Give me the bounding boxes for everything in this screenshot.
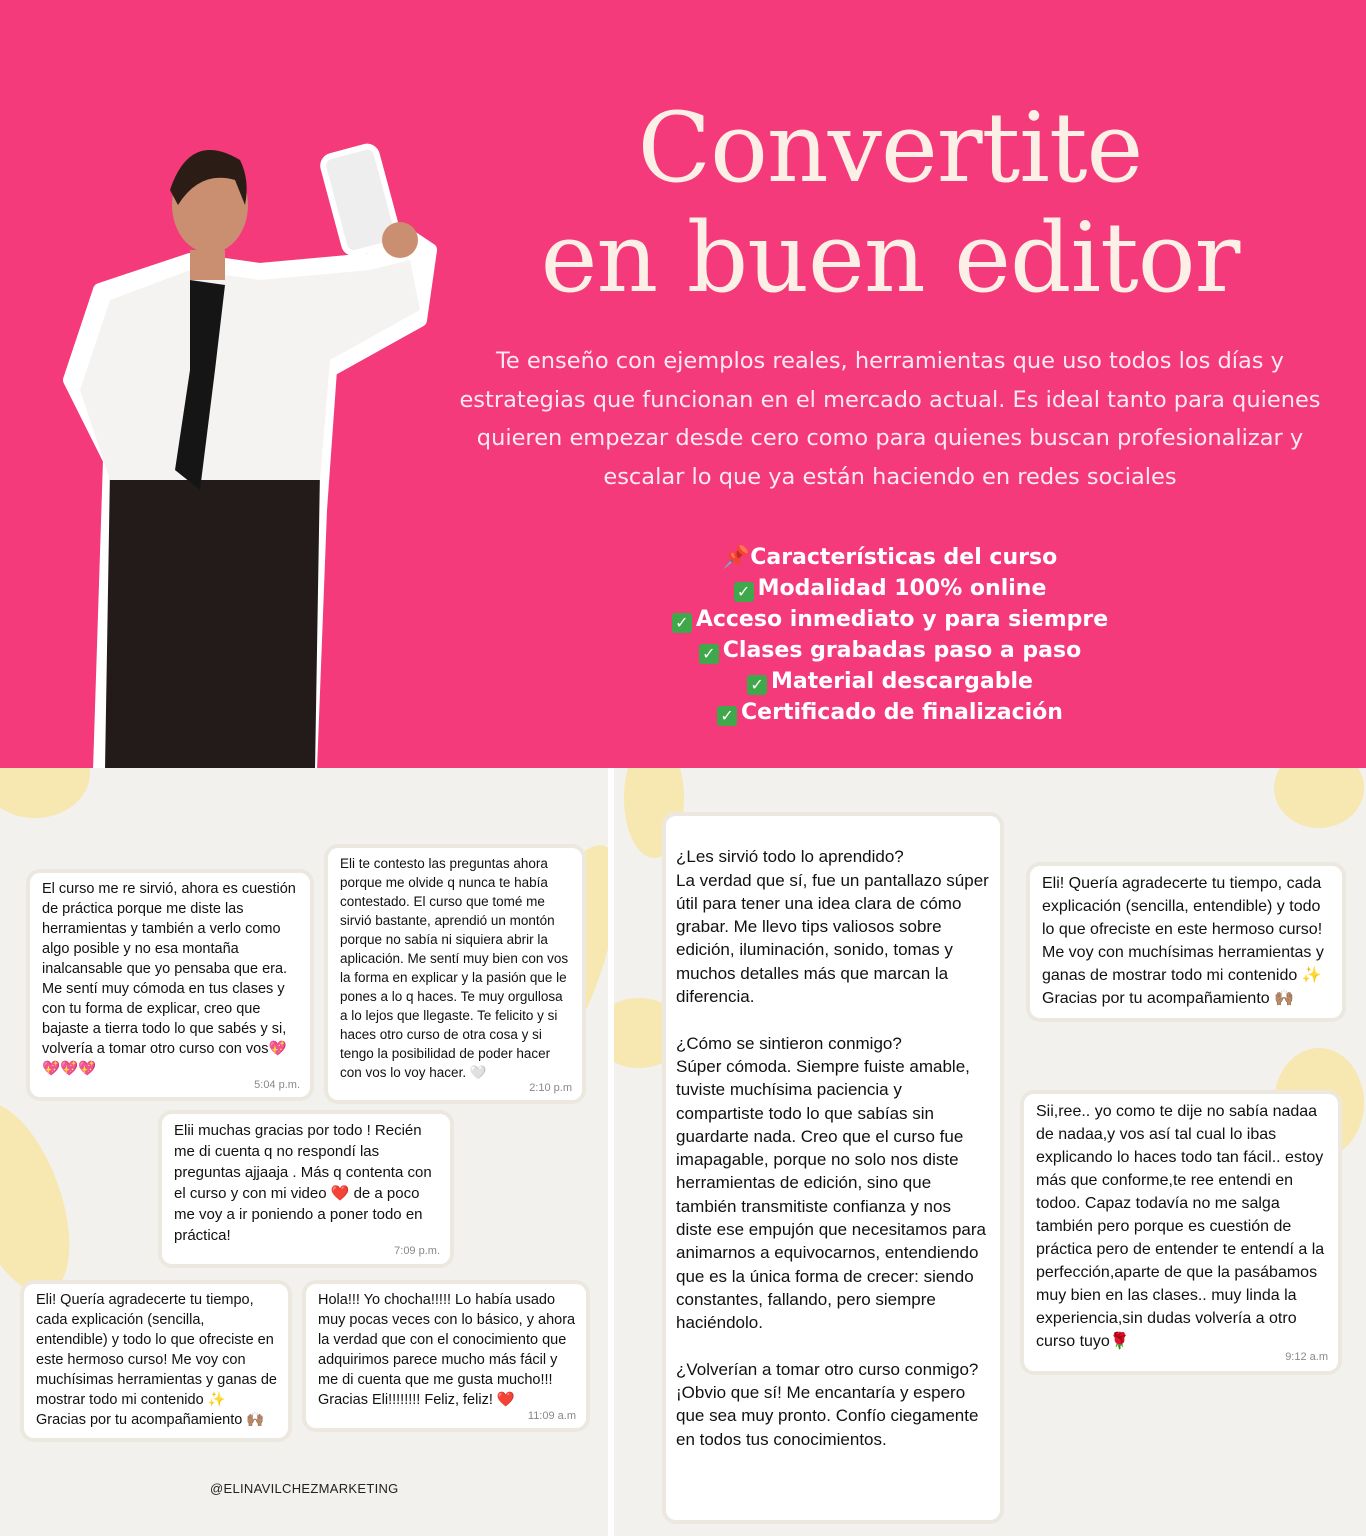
checkmark-icon: ✓: [747, 675, 767, 695]
message-text: Hola!!! Yo chocha!!!!! Lo había usado muy pocas veces con lo básico, y ahora la verdad que con el conocimiento que adquirimos parece mucho más fácil y me di cuenta que me gusta mucho!!! Gracias Eli!!!!!!!! Feliz, feliz! ❤️: [318, 1292, 576, 1408]
checkmark-icon: ✓: [717, 706, 737, 726]
message-text: El curso me re sirvió, ahora es cuestión de práctica porque me diste las herramientas y también a verlo como algo posible y no esa montaña inalcansable que yo pensaba que era. Me sentí muy cómoda en tus clases y con tu forma de explicar, creo que bajaste a tierra todo lo que sabés y si, volvería a tomar otro curso con vos💖💖💖💖: [42, 881, 296, 1077]
message-text: Eli te contesto las preguntas ahora porque me olvide q nunca te había contestado. El curso que tomé me sirvió bastante, aprendió un montón porque no sabía ni siquiera abrir la aplicación. Me sentí muy bien con vos la forma en explicar y la pasión que le pones a lo q haces. Te muy orgullosa a lo lejos que llegaste. Te felicito y si haces otro curso de otra cosa y si tengo la posibilidad de poder hacer con vos lo voy hacer. 🤍: [340, 856, 569, 1080]
flower-petal-decoration: [1274, 768, 1364, 828]
checkmark-icon: ✓: [734, 582, 754, 602]
testimonial-bubble: [666, 816, 1000, 1520]
message-text: ¿Les sirvió todo lo aprendido? La verdad que sí, fue un pantallazo súper útil para tener una idea clara de cómo grabar. Me llevo tips valiosos sobre edición, iluminación, sonido, tomas y muchos detalles más que marcan la diferencia. ¿Cómo se sintieron conmigo? Súper cómoda. Siempre fuiste amable, tuviste muchísima paciencia y compartiste todo lo que sabías sin guardarte nada. Creo que el curso fue imapagable, porque no solo nos diste herramientas de edición, sino que también transmitiste confianza y nos diste ese empujón que necesitamos para animarnos a equivocarnos, entendiendo que es la única forma de crecer: siendo constantes, fallando, pero siempre haciéndolo. ¿Volverían a tomar otro curso conmigo? ¡Obvio que sí! Me encantaría y espero que sea muy pronto. Confío ciegamente en todos tus conocimientos.: [676, 847, 989, 1449]
course-description: Te enseño con ejemplos reales, herramientas que uso todos los días y estrategias que funcionan en el mercado actual. Es ideal tanto para quienes quieren empezar desde cero como para quienes buscan profesionalizar y escalar lo que ya están haciendo en redes sociales: [459, 348, 1321, 490]
feature-item: ✓ Clases grabadas paso a paso: [540, 635, 1240, 666]
feature-item: ✓ Certificado de finalización: [540, 697, 1240, 728]
flower-petal-decoration: [0, 1089, 91, 1308]
features-heading: 📌Características del curso: [722, 545, 1058, 570]
timestamp: 2:10 p.m: [529, 1082, 572, 1094]
testimonials-panel-right: [614, 768, 1366, 1536]
features-list: [540, 542, 1240, 728]
testimonial-bubble: [306, 1284, 586, 1428]
timestamp: 7:09 p.m.: [394, 1245, 440, 1257]
testimonial-bubble: [24, 1284, 288, 1438]
testimonial-bubble: [328, 848, 582, 1100]
checkmark-icon: ✓: [699, 644, 719, 664]
testimonials-panel-left: [0, 768, 608, 1536]
feature-item: ✓ Material descargable: [540, 666, 1240, 697]
message-text: Eli! Quería agradecerte tu tiempo, cada explicación (sencilla, entendible) y todo lo que ofreciste en este hermoso curso! Me voy con muchísimas herramientas y ganas de mostrar todo mi contenido ✨ Gracias por tu acompañamiento 🙌🏽: [36, 1292, 277, 1428]
pushpin-icon: 📌: [722, 545, 751, 570]
timestamp: 11:09 a.m: [527, 1410, 576, 1422]
instagram-handle: @ELINAVILCHEZMARKETING: [210, 1481, 399, 1496]
feature-item: ✓ Acceso inmediato y para siempre: [540, 604, 1240, 635]
message-text: Elii muchas gracias por todo ! Recién me di cuenta q no respondí las preguntas ajjaaja . Más q contenta con el curso y con mi video ❤️ de a poco me voy a ir poniendo a poner todo en práctica!: [174, 1122, 432, 1244]
headline-line-1: Convertite: [637, 92, 1143, 204]
testimonial-bubble: [162, 1114, 450, 1264]
testimonial-bubble: [1024, 1094, 1338, 1371]
checkmark-icon: ✓: [672, 613, 692, 633]
message-text: Sii,ree.. yo como te dije no sabía nadaa de nadaa,y vos así tal cual lo ibas explicando lo haces todo tan fácil.. estoy más que conforme,te ree entendi en todoo. Capaz todavía no me salga también pero porque es cuestión de práctica pero de entender te entendí a la perfección,aparte de que la pasábamos muy bien en las clases.. muy linda la experiencia,sin dudas volvería a otro curso tuyo🌹: [1036, 1103, 1325, 1350]
headline-line-2: en buen editor: [540, 202, 1240, 314]
flower-petal-decoration: [0, 768, 90, 818]
timestamp: 9:12 a.m: [1285, 1351, 1328, 1363]
timestamp: 5:04 p.m.: [254, 1079, 300, 1091]
instructor-photo: [40, 110, 480, 770]
testimonial-bubble: [1030, 866, 1342, 1018]
message-text: Eli! Quería agradecerte tu tiempo, cada explicación (sencilla, entendible) y todo lo que ofreciste en este hermoso curso! Me voy con muchísimas herramientas y ganas de mostrar todo mi contenido ✨ Gracias por tu acompañamiento 🙌🏽: [1042, 875, 1324, 1007]
testimonial-bubble: [30, 873, 310, 1097]
feature-item: ✓ Modalidad 100% online: [540, 573, 1240, 604]
